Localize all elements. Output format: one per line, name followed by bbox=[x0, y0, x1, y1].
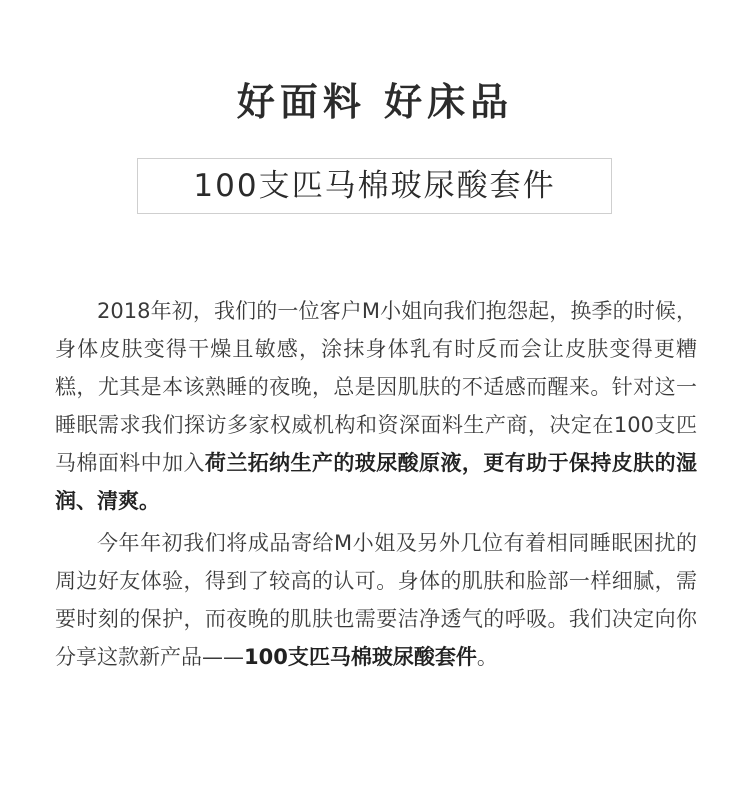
story-paragraph-2-end: 。 bbox=[476, 645, 498, 669]
page-title: 好面料 好床品 bbox=[236, 80, 514, 124]
story-paragraph-2-highlight: 100支匹马棉玻尿酸套件 bbox=[244, 645, 477, 669]
product-name-box bbox=[137, 158, 612, 214]
story-text bbox=[55, 292, 697, 676]
story-paragraph-2-text: 今年年初我们将成品寄给M小姐及另外几位有着相同睡眠困扰的周边好友体验，得到了较高的认可。身体的肌肤和脸部一样细腻，需要时刻的保护，而夜晚的肌肤也需要洁净透气的呼吸。我们决定向你分享这款新产品—— bbox=[55, 531, 697, 669]
story-paragraph-1 bbox=[55, 292, 697, 520]
product-name: 100支匹马棉玻尿酸套件 bbox=[193, 168, 556, 204]
story-paragraph-1-text: 2018年初，我们的一位客户M小姐向我们抱怨起，换季的时候，身体皮肤变得干燥且敏感，涂抹身体乳有时反而会让皮肤变得更糟糕，尤其是本该熟睡的夜晚，总是因肌肤的不适感而醒来。针对这一睡眠需求我们探访多家权威机构和资深面料生产商，决定在100支匹马棉面料中加入 bbox=[55, 299, 697, 475]
story-paragraph-1-highlight: 荷兰拓纳生产的玻尿酸原液，更有助于保持皮肤的湿润、清爽。 bbox=[55, 451, 698, 513]
story-paragraph-2 bbox=[55, 524, 697, 676]
